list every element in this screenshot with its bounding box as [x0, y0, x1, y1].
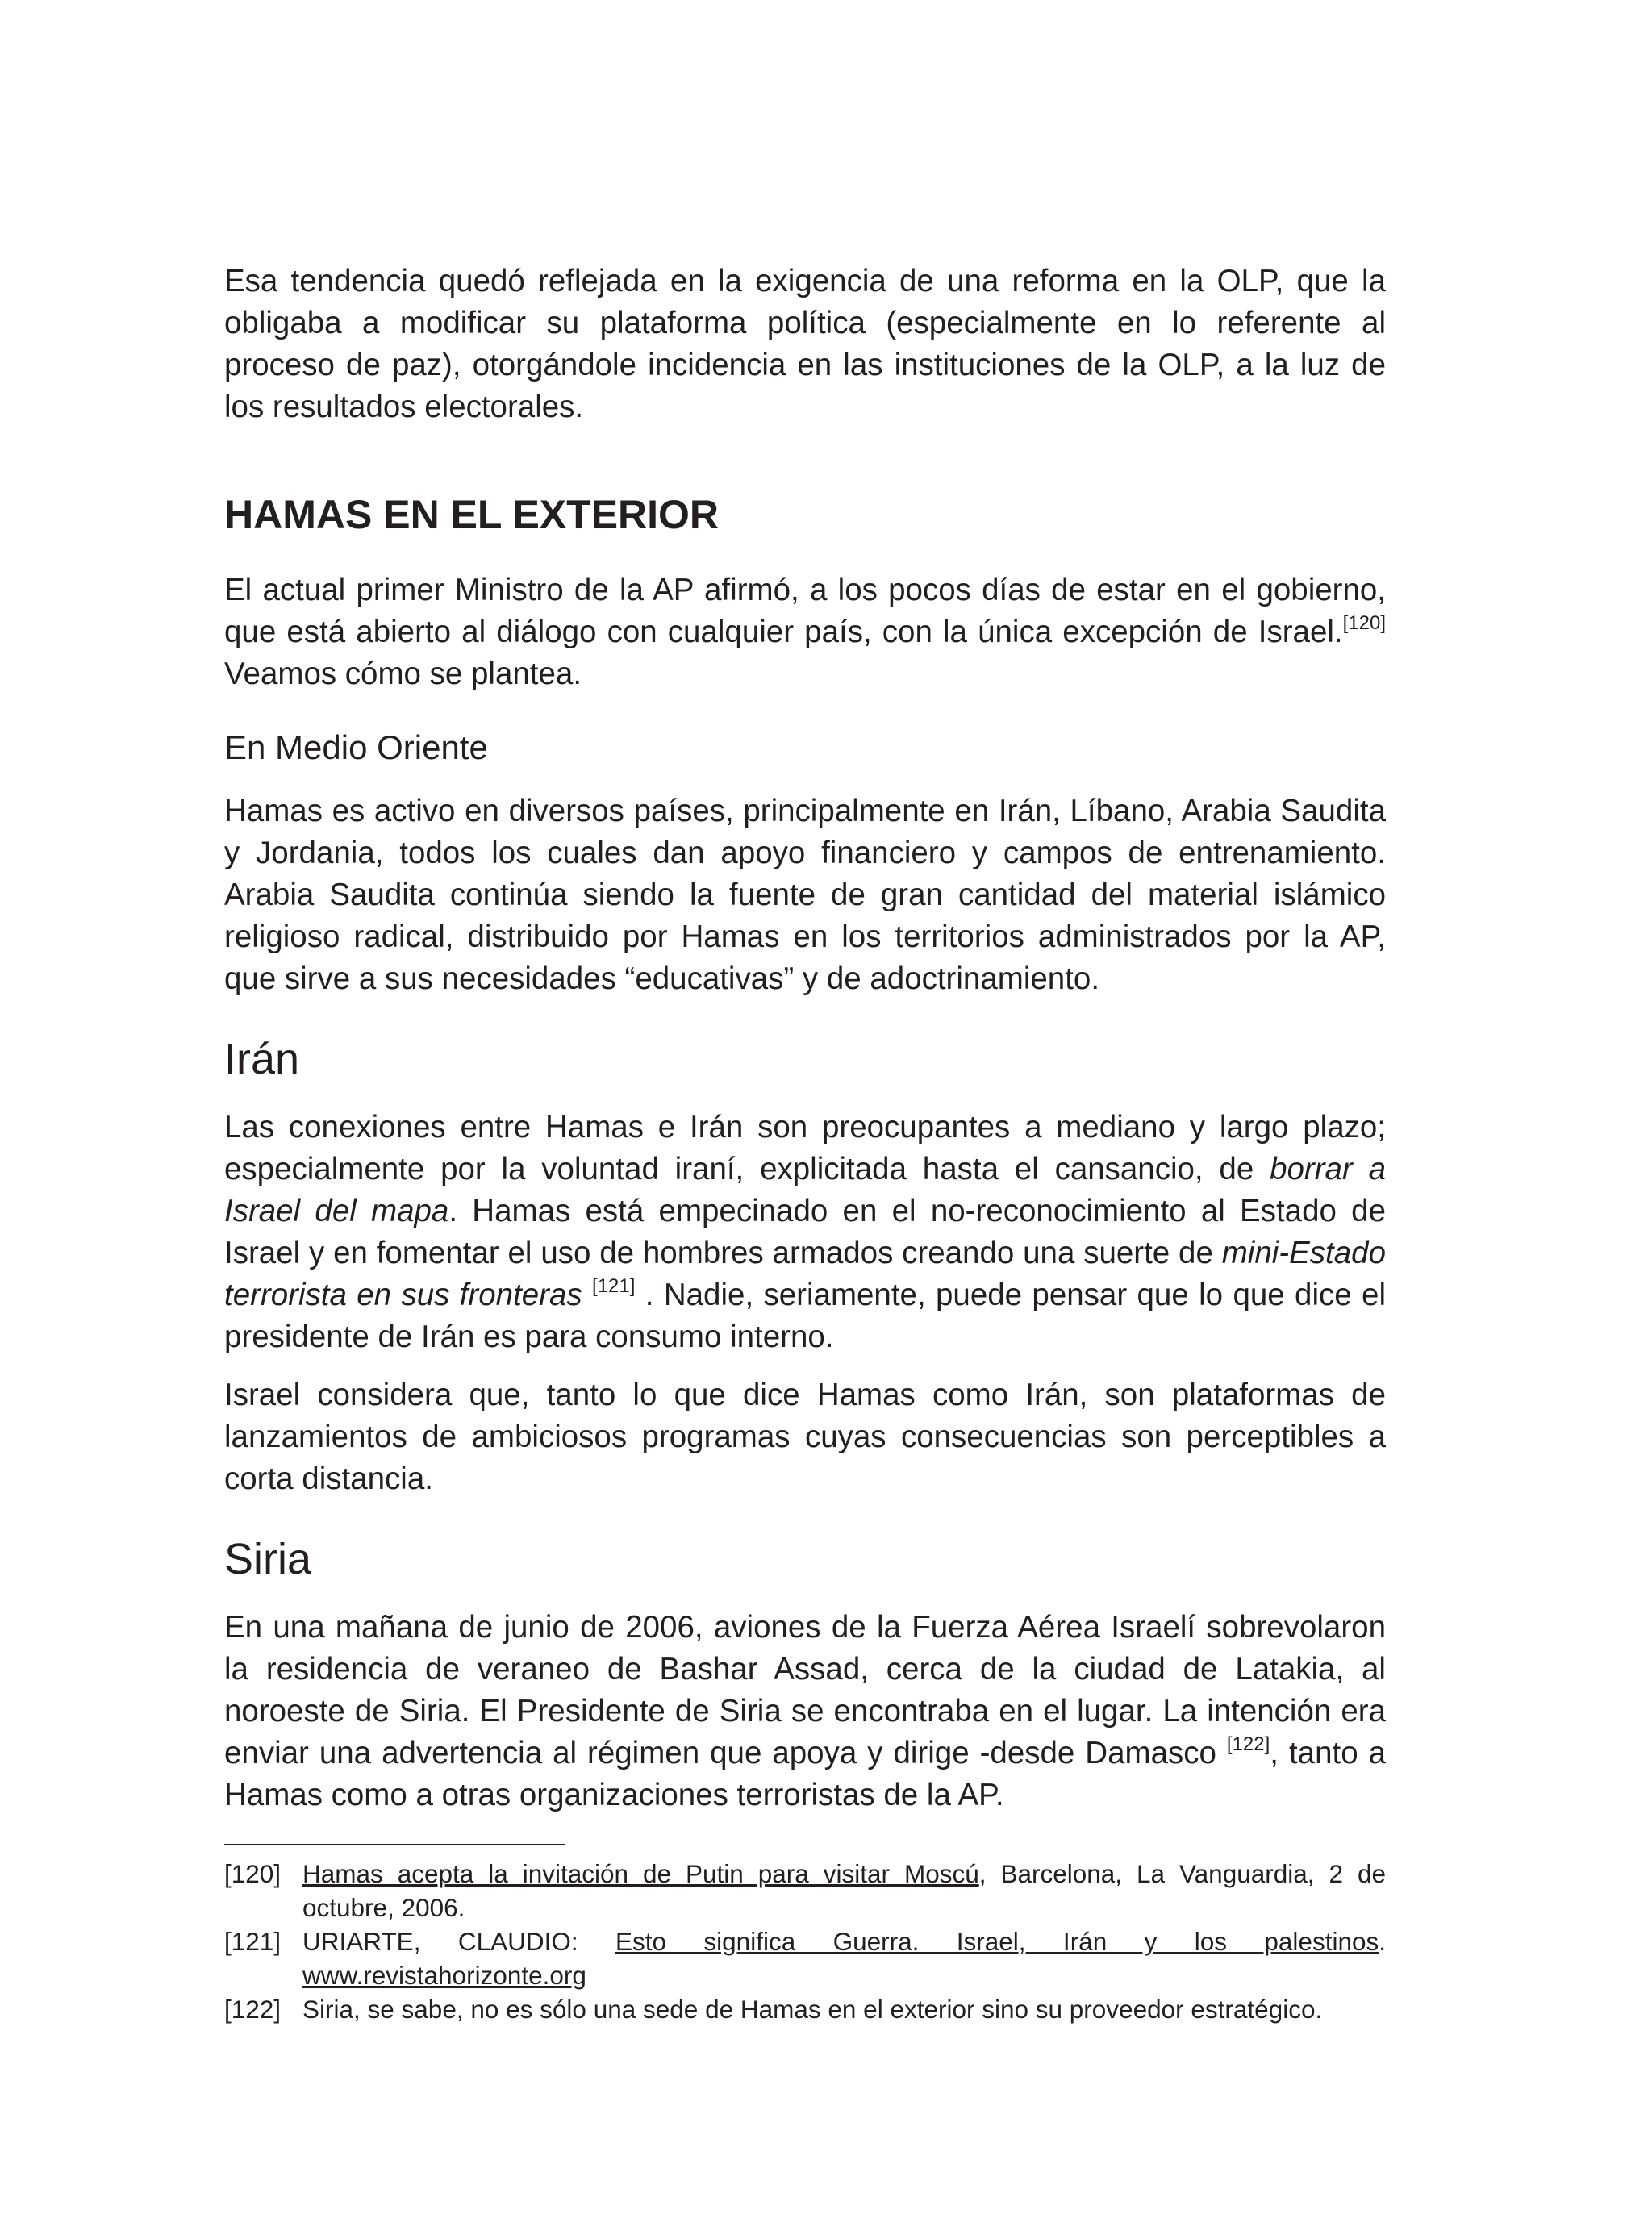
footnote-122 — [224, 1992, 1386, 2026]
page-content — [224, 261, 1386, 2026]
medio-oriente-paragraph: Hamas es activo en diversos países, principalmente en Irán, Líbano, Arabia Saudita y Jordania, todos los cuales dan apoyo financiero y campos de entrenamiento. Arabia Saudita continúa siendo la fuente de gran cantidad del material islámico religioso radical, distribuido por Hamas en los territorios administrados por la AP, que sirve a sus necesidades “educativas” y de adoctrinamiento. — [224, 794, 1386, 996]
exterior-text-a: El actual primer Ministro de la AP afirmó, a los pocos días de estar en el gobierno, que está abierto al diálogo con cualquier país, con la única excepción de Israel. — [224, 573, 1386, 649]
iran-italic-2: mini-Estado terrorista en sus fronteras — [224, 1236, 1386, 1312]
footnote-120 — [224, 1857, 1386, 1924]
footnote-text: Siria, se sabe, no es sólo una sede de Hamas en el exterior sino su proveedor estratégico. — [302, 1995, 1323, 2024]
siria-paragraph — [224, 1607, 1386, 1816]
footnote-prefix: URIARTE, CLAUDIO: — [302, 1927, 615, 1956]
footnote-number: [120] — [224, 1859, 282, 1888]
footnote-121 — [224, 1924, 1386, 1992]
heading-siria: Siria — [224, 1535, 312, 1583]
footnote-separator — [224, 1844, 565, 1845]
heading-hamas-en-el-exterior: HAMAS EN EL EXTERIOR — [224, 492, 720, 537]
intro-paragraph: Esa tendencia quedó reflejada en la exigencia de una reforma en la OLP, que la obligaba a modificar su plataforma política (especialmente en lo referente al proceso de paz), otorgándole incidencia en las instituciones de la OLP, a la luz de los resultados electorales. — [224, 264, 1386, 424]
footnote-link[interactable]: Hamas acepta la invitación de Putin para visitar Moscú — [302, 1859, 979, 1888]
heading-en-medio-oriente: En Medio Oriente — [224, 728, 488, 766]
iran-text-b: . Hamas está empecinado en el no-reconocimiento al Estado de Israel y en fomentar el uso de hombres armados creando una suerte de — [224, 1194, 1386, 1270]
footnote-mid: . — [1379, 1927, 1386, 1956]
siria-text-b: , tanto a Hamas como a otras organizaciones terroristas de la AP. — [224, 1736, 1387, 1812]
exterior-paragraph — [224, 569, 1386, 695]
footnote-ref-121[interactable]: [121] — [592, 1275, 636, 1297]
iran-italic-1: borrar a Israel del mapa — [224, 1152, 1386, 1228]
footnote-rest: , Barcelona, La Vanguardia, 2 de octubre, 2006. — [302, 1859, 1387, 1922]
footnote-link[interactable]: Esto significa Guerra. Israel, Irán y los palestinos — [615, 1927, 1379, 1956]
footnote-text — [302, 1924, 1386, 1992]
footnote-number: [121] — [224, 1927, 282, 1956]
heading-iran: Irán — [224, 1035, 300, 1083]
footnote-url[interactable]: www.revistahorizonte.org — [302, 1961, 586, 1990]
footnote-ref-122[interactable]: [122] — [1226, 1733, 1270, 1755]
siria-text-a: En una mañana de junio de 2006, aviones de la Fuerza Aérea Israelí sobrevolaron la residencia de veraneo de Bashar Assad, cerca de la ciudad de Latakia, al noroeste de Siria. El Presidente de Siria se encontraba en el lugar. La intención era enviar una advertencia al régimen que apoya y dirige -desde Damasco — [224, 1610, 1386, 1770]
paragraph-gap — [224, 1358, 1386, 1374]
iran-paragraph-2: Israel considera que, tanto lo que dice Hamas como Irán, son plataformas de lanzamientos de ambiciosos programas cuyas consecuencias son perceptibles a corta distancia. — [224, 1378, 1386, 1496]
footnote-ref-120[interactable]: [120] — [1342, 612, 1386, 634]
footnotes — [224, 1857, 1386, 2026]
iran-paragraph-1 — [224, 1107, 1386, 1358]
exterior-text-b: Veamos cómo se plantea. — [224, 657, 582, 691]
footnote-text — [302, 1857, 1386, 1924]
iran-text-a: Las conexiones entre Hamas e Irán son preocupantes a mediano y largo plazo; especialmente por la voluntad iraní, explicitada hasta el cansancio, de — [224, 1110, 1386, 1186]
footnote-number: [122] — [224, 1995, 282, 2024]
iran-text-c: . Nadie, seriamente, puede pensar que lo que dice el presidente de Irán es para consumo interno. — [224, 1278, 1387, 1354]
